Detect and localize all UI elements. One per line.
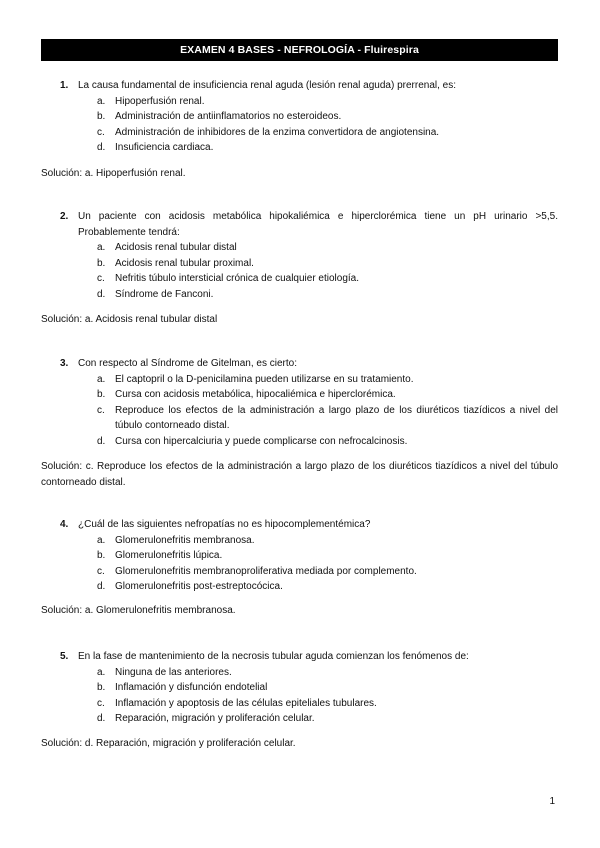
question-4 [60,517,558,595]
option-d [60,579,558,595]
option-c [60,696,558,712]
question-number: 3. [60,358,69,369]
option-text: Nefritis túbulo intersticial crónica de cualquier etiología. [115,273,360,284]
question-text: En la fase de mantenimiento de la necrosis tubular aguda comienzan los fenómenos de: [78,651,469,662]
option-text: Glomerulonefritis post-estreptocócica. [115,581,283,592]
option-text: Glomerulonefritis membranoproliferativa mediada por complemento. [115,565,417,577]
option-letter: d. [97,581,106,592]
option-b [60,256,558,272]
option-letter: c. [97,697,105,709]
option-d [60,434,558,450]
option-letter: c. [97,404,105,416]
option-c [60,564,558,580]
option-letter: d. [97,713,106,724]
option-a [60,533,558,549]
option-d [60,140,558,156]
options-list [60,240,558,302]
option-a [60,372,558,388]
option-c [60,125,558,141]
options-list [60,533,558,595]
option-b [60,109,558,125]
option-text: Síndrome de Fanconi. [115,288,214,300]
option-d [60,711,558,727]
question-1 [60,78,558,156]
option-letter: a. [97,534,106,546]
option-letter: a. [97,95,106,107]
question-text: Un paciente con acidosis metabólica hipokaliémica e hiperclorémica tiene un pH urinario >5,5. Probablemente tendrá: [78,211,558,238]
option-text: Glomerulonefritis lúpica. [115,550,223,561]
question-2 [60,209,558,302]
option-text: Administración de inhibidores de la enzima convertidora de angiotensina. [115,126,440,138]
option-a [60,240,558,256]
question-number: 4. [60,519,69,530]
option-text: Cursa con hipercalciuria y puede complicarse con nefrocalcinosis. [115,435,408,447]
option-d [60,287,558,303]
option-b [60,548,558,564]
option-letter: d. [97,288,106,300]
option-b [60,387,558,403]
option-letter: b. [97,682,106,693]
question-text: Con respecto al Síndrome de Gitelman, es cierto: [78,358,297,369]
option-letter: d. [97,142,106,153]
option-text: Reparación, migración y proliferación celular. [115,713,315,724]
option-letter: a. [97,373,106,385]
option-text: Cursa con acidosis metabólica, hipocaliémica e hiperclorémica. [115,389,396,400]
option-b [60,680,558,696]
option-letter: b. [97,111,106,122]
option-a [60,94,558,110]
option-text: Ninguna de las anteriores. [115,666,232,678]
option-text: El captopril o la D-penicilamina pueden utilizarse en su tratamiento. [115,373,414,385]
solution-3: Solución: c. Reproduce los efectos de la administración a largo plazo de los diuréticos tiazídicos a nivel del túbulo contorneado distal. [41,461,558,488]
page-number: 1 [549,796,555,807]
question-5 [60,649,558,727]
solution-2: Solución: a. Acidosis renal tubular distal [41,314,218,325]
option-text: Insuficiencia cardiaca. [115,142,214,153]
question-text: La causa fundamental de insuficiencia renal aguda (lesión renal aguda) prerrenal, es: [78,80,457,91]
options-list [60,372,558,450]
document-header: EXAMEN 4 BASES - NEFROLOGÍA - Fluirespira [41,39,558,61]
option-letter: c. [97,565,105,577]
option-text: Administración de antiinflamatorios no esteroideos. [115,111,342,122]
solution-5: Solución: d. Reparación, migración y proliferación celular. [41,738,296,749]
solution-4: Solución: a. Glomerulonefritis membranosa. [41,605,236,616]
question-number: 1. [60,80,69,91]
option-letter: c. [97,126,105,138]
solution-1: Solución: a. Hipoperfusión renal. [41,168,186,179]
question-3 [60,356,558,449]
option-text: Glomerulonefritis membranosa. [115,534,255,546]
question-number: 2. [60,211,69,222]
option-letter: b. [97,257,106,269]
option-letter: d. [97,435,106,447]
option-letter: b. [97,550,106,561]
option-letter: a. [97,666,106,678]
question-text: ¿Cuál de las siguientes nefropatías no es hipocomplementémica? [78,519,371,530]
option-letter: c. [97,273,105,284]
option-a [60,665,558,681]
option-text: Hipoperfusión renal. [115,95,205,107]
option-c [60,403,558,434]
option-text: Inflamación y disfunción endotelial [115,682,268,693]
option-letter: a. [97,242,106,253]
option-text: Acidosis renal tubular distal [115,242,237,253]
options-list [60,94,558,156]
options-list [60,665,558,727]
option-letter: b. [97,389,106,400]
option-text: Reproduce los efectos de la administración a largo plazo de los diuréticos tiazídicos a nivel del túbulo contorneado distal. [115,404,558,431]
option-text: Inflamación y apoptosis de las células epiteliales tubulares. [115,697,377,709]
option-text: Acidosis renal tubular proximal. [115,257,254,269]
option-c [60,271,558,287]
question-number: 5. [60,651,69,662]
